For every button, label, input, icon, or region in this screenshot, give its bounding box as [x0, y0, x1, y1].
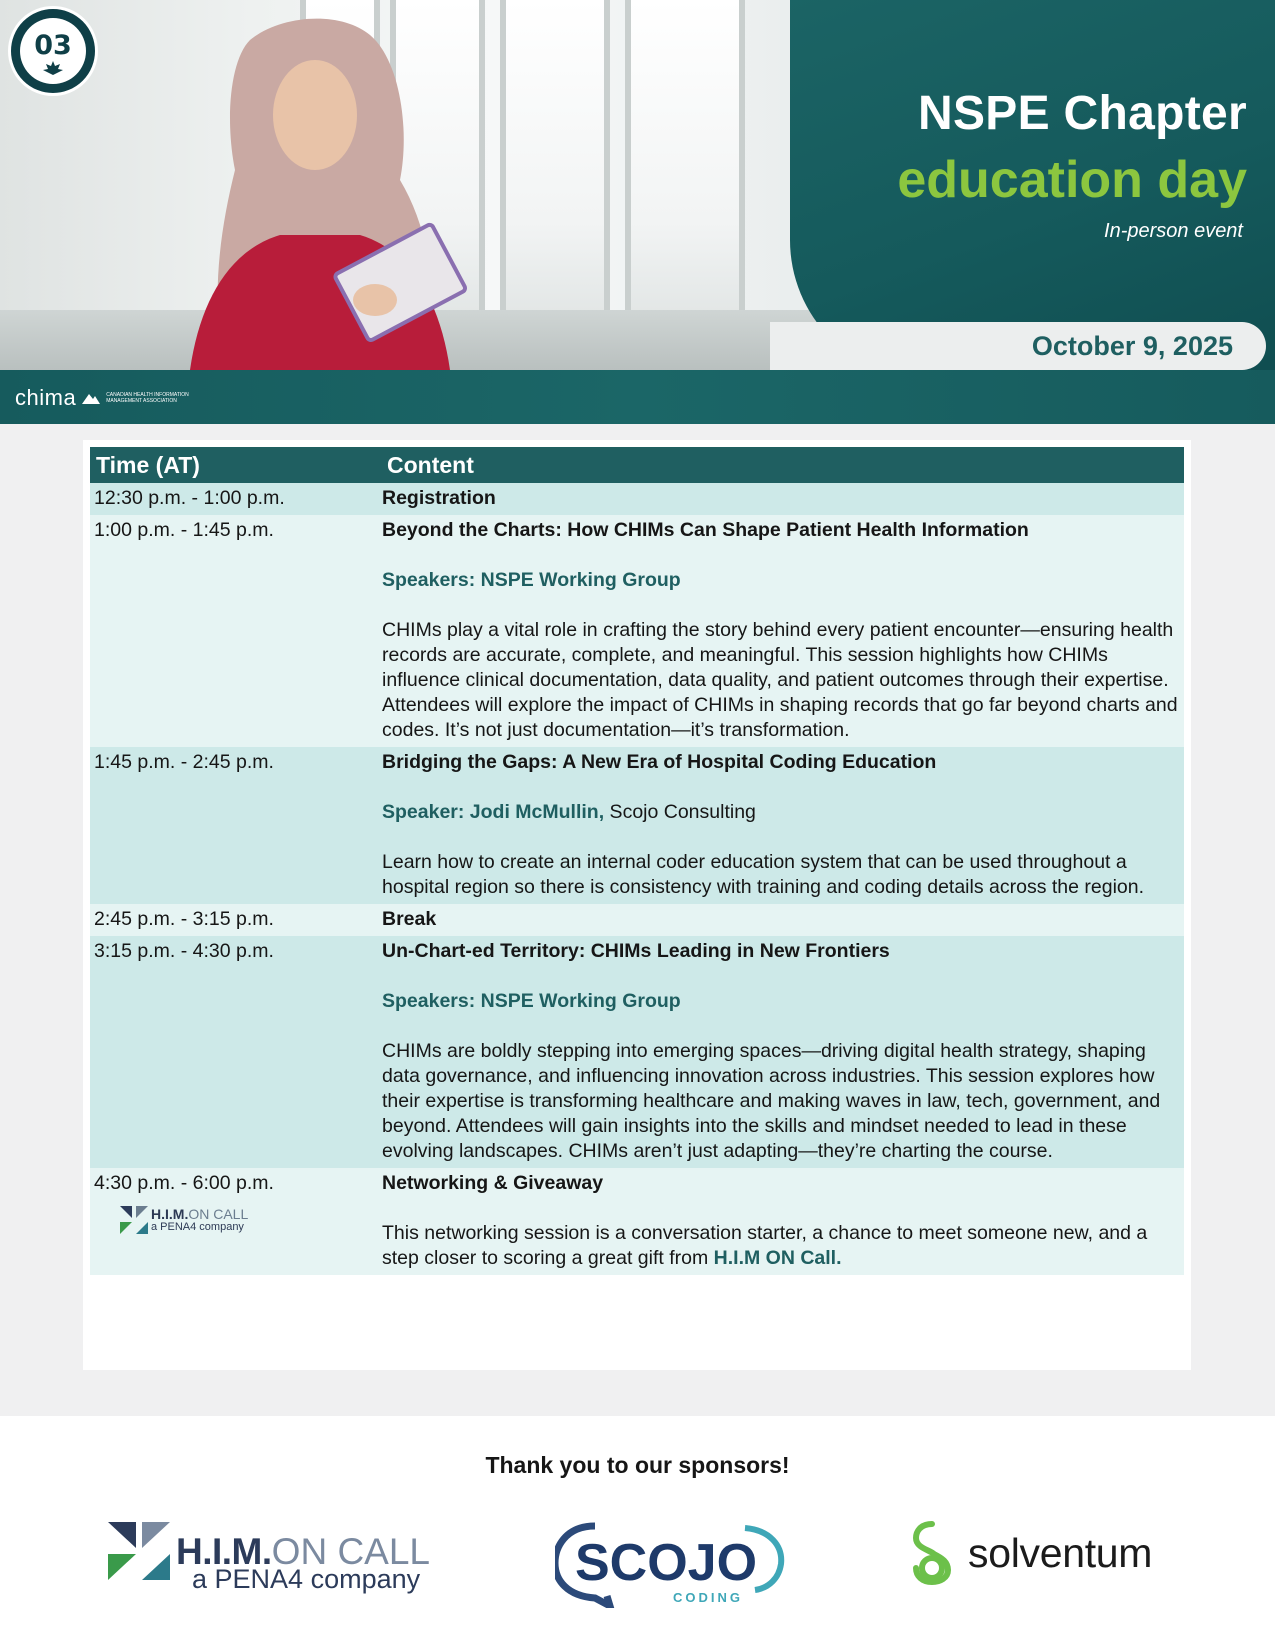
him-on-call-mini-logo [120, 1206, 376, 1234]
session-speaker: Speaker: Jodi McMullin, [382, 801, 605, 823]
session-description: CHIMs are boldly stepping into emerging spaces—driving digital health strategy, shaping data governance, and influencing innovation across industries. This session explores how their expertise is transforming healthcare and making waves in law, tech, government, and beyond. Attendees will gain insights into the skills and mindset needed to lead in these evolving landscapes. CHIMs aren’t just adapting—they’re charting the course. [382, 1040, 1161, 1162]
session-time: 3:15 p.m. - 4:30 p.m. [90, 936, 380, 1168]
mini-logo-oncall: ON CALL [188, 1206, 249, 1222]
session-speaker-line [382, 800, 1178, 825]
event-header [0, 0, 1275, 424]
session-description-line [382, 1221, 1178, 1271]
speaker-organization: Scojo Consulting [604, 801, 756, 823]
mini-logo-name: H.I.M. [151, 1206, 189, 1222]
hero-photo [0, 0, 842, 370]
session-time: 1:00 p.m. - 1:45 p.m. [90, 515, 380, 747]
session-time: 4:30 p.m. - 6:00 p.m. [94, 1172, 274, 1194]
chima-logo-subtext: CANADIAN HEALTH INFORMATION MANAGEMENT ASSOCIATION [106, 392, 189, 404]
scojo-sub: CODING [673, 1590, 743, 1605]
scojo-coding-logo [555, 1518, 785, 1608]
session-time: 2:45 p.m. - 3:15 p.m. [90, 904, 380, 936]
session-content [380, 1168, 1184, 1275]
session-speaker: Speakers: NSPE Working Group [382, 990, 681, 1012]
event-title: NSPE Chapter [917, 87, 1247, 140]
him-on-call-link[interactable]: H.I.M ON Call. [713, 1247, 842, 1269]
event-date: October 9, 2025 [1031, 331, 1233, 361]
him-logo-oncall: ON CALL [271, 1530, 431, 1572]
session-time-cell [90, 1168, 380, 1275]
mini-logo-sub: a PENA4 company [151, 1221, 244, 1233]
him-sub-brand: PENA4 [214, 1564, 304, 1594]
time-column-header: Time (AT) [90, 447, 380, 483]
session-content [380, 936, 1184, 1168]
him-sub-suffix: company [303, 1564, 421, 1594]
header-bottom-band [0, 370, 1275, 424]
table-row [90, 936, 1184, 1168]
session-title: Beyond the Charts: How CHIMs Can Shape Patient Health Information [382, 519, 1029, 541]
session-content [380, 483, 1184, 515]
content-column-header: Content [380, 447, 1184, 483]
session-content [380, 904, 1184, 936]
him-logo-subline [110, 1564, 420, 1595]
solventum-s-icon [908, 1520, 956, 1586]
solventum-name: solventum [968, 1529, 1153, 1576]
table-row [90, 1168, 1184, 1275]
session-title: Registration [382, 487, 496, 509]
session-content [380, 747, 1184, 904]
session-time: 1:45 p.m. - 2:45 p.m. [90, 747, 380, 904]
session-speaker: Speakers: NSPE Working Group [382, 569, 681, 591]
session-title: Networking & Giveaway [382, 1172, 604, 1194]
badge-number: 03 [34, 29, 72, 61]
woman-with-clipboard-illustration [130, 0, 490, 370]
him-logo-name: H.I.M. [176, 1530, 272, 1572]
chima-logo-text: chima [15, 385, 77, 410]
table-row [90, 747, 1184, 904]
event-type: In-person event [1104, 220, 1243, 242]
schedule-container [83, 440, 1191, 1370]
solventum-logo [908, 1520, 1152, 1586]
table-header-row [90, 447, 1184, 483]
event-subtitle: education day [897, 151, 1247, 209]
session-description: CHIMs play a vital role in crafting the story behind every patient encounter—ensuring health records are accurate, complete, and meaningful. This session highlights how CHIMs influence clinical documentation, data quality, and patient outcomes through their expertise. Attendees will explore the impact of CHIMs in shaping records that go far beyond charts and codes. It’s not just documentation—it’s transformation. [382, 619, 1178, 741]
scojo-name: SCOJO [575, 1534, 758, 1592]
table-row [90, 483, 1184, 515]
cpd-badge [8, 6, 98, 96]
session-title: Bridging the Gaps: A New Era of Hospital Coding Education [382, 751, 937, 773]
schedule-table [90, 447, 1184, 1275]
session-description: Learn how to create an internal coder education system that can be used throughout a hospital region so there is consistency with training and coding details across the region. [382, 851, 1145, 898]
session-title: Break [382, 908, 437, 930]
session-content [380, 515, 1184, 747]
sponsors-heading: Thank you to our sponsors! [485, 1452, 790, 1478]
chima-logo [15, 385, 191, 411]
him-sub-prefix: a [192, 1564, 215, 1594]
table-row [90, 515, 1184, 747]
table-row [90, 904, 1184, 936]
maple-leaf-icon [42, 61, 64, 75]
session-description: This networking session is a conversation starter, a chance to meet someone new, and a step closer to scoring a great gift from [382, 1222, 1148, 1269]
chima-mountain-icon [82, 392, 100, 404]
him-pinwheel-icon [120, 1206, 148, 1234]
session-time: 12:30 p.m. - 1:00 p.m. [90, 483, 380, 515]
session-title: Un-Chart-ed Territory: CHIMs Leading in New Frontiers [382, 940, 890, 962]
